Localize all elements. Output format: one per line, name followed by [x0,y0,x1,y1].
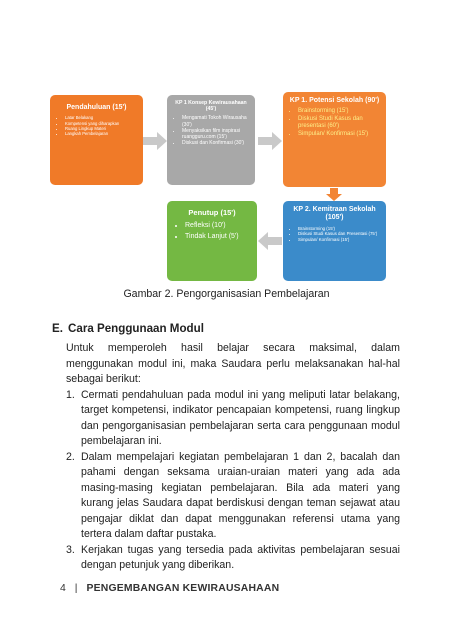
list-item: • Brainstorming (15') [298,226,380,232]
list-item: • Simpulan/ Konfirmasi (15') [298,131,380,139]
item-number: 1. [66,388,75,401]
item-text: Cermati pendahuluan pada modul ini yang meliputi latar belakang, target kompetensi, indikator pencapaian kompetensi, ruang lingkup dan pengorganisasian pembelajaran serta cara penggunaan modul pembelajaran ini. [81,388,400,447]
list-item: • Latar Belakang [65,115,137,120]
intro-paragraph: Untuk memperoleh hasil belajar secara maksimal, dalam menggunakan modul ini, maka Saudara perlu melaksanakan hal-hal sebagai berikut: [66,342,400,385]
arrow-down-icon [326,188,342,201]
pendahuluan-title: Pendahuluan (15') [66,104,127,111]
list-item: • Kompetensi yang diharapkan [65,121,137,126]
section-heading [52,322,204,335]
pendahuluan-box [50,95,143,185]
arrow-left-icon [258,232,282,250]
page-footer [60,583,279,594]
learning-organization-diagram [0,0,453,280]
list-item: • Langkah Pembelajaran [65,131,137,136]
arrow-right-icon [258,132,282,150]
list-item: • Tindak Lanjut (5') [185,232,251,243]
kp2-box [283,201,386,281]
list-item [66,450,400,543]
kp1-potensi-box [283,92,386,187]
figure-caption: Gambar 2. Pengorganisasian Pembelajaran [123,288,330,300]
item-number: 2. [66,450,75,463]
kp2-title: KP 2. Kemitraan Sekolah (105') [293,206,376,222]
list-item: • Mengamati Tokoh Wirausaha (30') [182,115,249,128]
list-item [66,388,400,450]
list-item: • Diskusi Studi Kasus dan presentasi (60') [298,116,380,131]
list-item: • Diskusi dan Konfirmasi (30') [182,140,249,146]
section-title: Cara Penggunaan Modul [68,322,204,335]
list-item: • Ruang Lingkup Materi [65,126,137,131]
kp1-konsep-box [167,95,255,185]
item-number: 3. [66,543,75,556]
list-item: • Simpulan/ Konfirmasi (15') [298,237,380,243]
penutup-title: Penutup (15') [188,208,236,217]
list-item: • Refleksi (10') [185,221,251,232]
section-letter: E. [52,322,63,335]
list-item: • Menyaksikan film inspirasi ruangguru.com (15') [182,128,249,141]
kp1-konsep-title: KP 1 Konsep Kewirausahaan (45') [175,100,247,113]
item-text: Kerjakan tugas yang tersedia pada aktivitas pembelajaran sesuai dengan petunjuk yang diberikan. [81,543,400,571]
list-item [66,543,400,574]
list-item: • Diskusi Studi Kasus dan Presentasi (75') [298,231,380,237]
arrow-right-icon [143,132,167,150]
footer-separator: | [74,583,78,594]
page-number: 4 [60,583,66,594]
item-text: Dalam mempelajari kegiatan pembelajaran 1 dan 2, bacalah dan pahami dengan seksama uraian-uraian materi yang ada ada masing-masing kegiatan pembelajaran. Bila ada materi yang kurang jelas Saudara dapat berdiskusi dengan teman sejawat atau pengajar diklat dan dapat menggunakan referensi utama yang tertera dalam daftar pustaka. [81,450,400,540]
footer-title: PENGEMBANGAN KEWIRAUSAHAAN [86,583,280,594]
section-content [66,341,400,574]
penutup-box [167,201,257,281]
list-item: • Brainstorming (15') [298,108,380,116]
kp1-potensi-title: KP 1. Potensi Sekolah (90') [289,97,380,104]
